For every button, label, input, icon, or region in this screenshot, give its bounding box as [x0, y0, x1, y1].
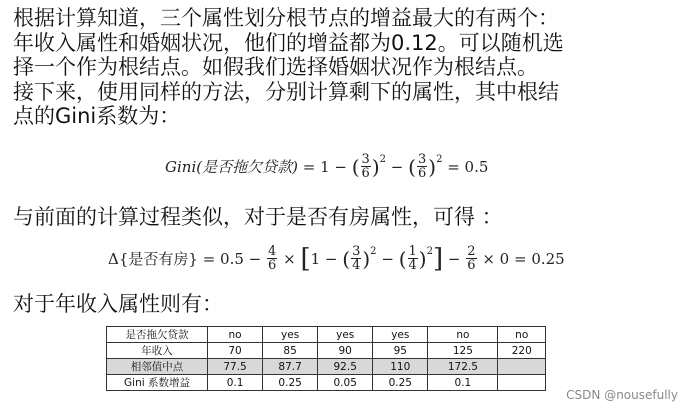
text-line: 择一个作为根结点。如假我们选择婚姻状况作为根结点。: [13, 55, 538, 79]
watermark: CSDN @nousefully: [566, 388, 678, 402]
paren-open: (: [342, 246, 351, 271]
paren-close: ): [362, 246, 371, 271]
formula-text: −: [390, 157, 404, 176]
fraction-denominator: 6: [268, 258, 277, 273]
formula-lhs: Δ{是否有房}: [108, 250, 198, 268]
fraction-numerator: 3: [352, 244, 361, 259]
paren-close: ): [428, 154, 437, 179]
formula-text: = 0.5: [447, 157, 489, 176]
exponent: 2: [426, 246, 433, 257]
paren-open: (: [398, 246, 407, 271]
table-cell: 0.25: [263, 375, 318, 391]
income-split-table: [106, 326, 546, 391]
fraction-numerator: 2: [467, 244, 476, 259]
table-cell: 0.1: [428, 375, 498, 391]
fraction-denominator: 6: [417, 166, 427, 181]
formula-text: −: [447, 249, 461, 268]
paren-open: (: [351, 154, 360, 179]
formula-lhs: Gini(是否拖欠贷款): [165, 158, 298, 176]
fraction-numerator: 3: [361, 152, 370, 167]
fraction: [351, 245, 361, 272]
delta-formula: [108, 245, 565, 272]
text-line: 接下来，使用同样的方法，分别计算剩下的属性，其中根结: [13, 79, 559, 104]
exponent: 2: [436, 154, 443, 165]
fraction-numerator: 3: [417, 152, 427, 167]
table-cell: 0.1: [208, 375, 263, 391]
fraction: [466, 245, 476, 272]
fraction-denominator: 4: [408, 258, 417, 273]
table-cell: yes: [318, 327, 373, 343]
table-cell: 77.5: [208, 359, 263, 375]
formula-text: = 0.5 −: [202, 249, 262, 268]
table-cell: no: [208, 327, 263, 343]
paragraph-income: [13, 292, 223, 317]
fraction: [267, 245, 277, 272]
table-cell: yes: [373, 327, 428, 343]
table-cell: 90: [318, 343, 373, 359]
table-cell: 110: [373, 359, 428, 375]
table-cell: [498, 375, 546, 391]
row-header: 相邻值中点: [107, 359, 208, 375]
formula-text: 1 −: [310, 249, 338, 268]
table-row: [107, 343, 546, 359]
row-header: 是否拖欠贷款: [107, 327, 208, 343]
formula-text: × 0 = 0.25: [482, 249, 565, 268]
table-cell: 0.25: [373, 375, 428, 391]
bracket-close: ]: [432, 243, 444, 274]
paren-close: ): [418, 246, 427, 271]
paragraph-house: [13, 205, 503, 230]
fraction-denominator: 4: [352, 258, 361, 273]
formula-text: = 1 −: [302, 157, 347, 176]
formula-text: −: [381, 249, 394, 268]
table-cell: 95: [373, 343, 428, 359]
text-line: 年收入属性和婚姻状况，他们的增益都为0.12。可以随机选: [13, 30, 564, 55]
exponent: 2: [370, 246, 377, 257]
table-cell: 70: [208, 343, 263, 359]
table-cell: no: [428, 327, 498, 343]
fraction-denominator: 6: [467, 258, 476, 273]
paren-open: (: [408, 154, 416, 179]
table-cell: [498, 359, 546, 375]
table-cell: 85: [263, 343, 318, 359]
fraction: [361, 153, 371, 180]
table-cell: 0.05: [318, 375, 373, 391]
text-line: 与前面的计算过程类似，对于是否有房属性，可得 ：: [13, 205, 503, 229]
fraction-numerator: 1: [408, 244, 417, 259]
intro-paragraph: [13, 6, 564, 129]
table-cell: 125: [428, 343, 498, 359]
table-cell: 220: [498, 343, 546, 359]
fraction: [408, 245, 418, 272]
table-row: [107, 375, 546, 391]
exponent: 2: [379, 154, 387, 165]
table-cell: 92.5: [318, 359, 373, 375]
text-line: 对于年收入属性则有：: [13, 292, 223, 316]
table-cell: 87.7: [263, 359, 318, 375]
text-line: 点的Gini系数为：: [13, 104, 181, 128]
row-header: Gini 系数增益: [107, 375, 208, 391]
fraction-denominator: 6: [361, 166, 370, 181]
fraction-numerator: 4: [268, 244, 277, 259]
fraction: [417, 153, 427, 180]
table-row: [107, 327, 546, 343]
row-header: 年收入: [107, 343, 208, 359]
text-line: 根据计算知道，三个属性划分根节点的增益最大的有两个：: [13, 6, 559, 30]
bracket-open: [: [300, 243, 311, 274]
table-cell: 172.5: [428, 359, 498, 375]
formula-text: ×: [283, 249, 296, 268]
gini-formula: [165, 153, 488, 180]
table-cell: yes: [263, 327, 318, 343]
paren-close: ): [371, 154, 380, 179]
table-cell: no: [498, 327, 546, 343]
table-row: [107, 359, 546, 375]
